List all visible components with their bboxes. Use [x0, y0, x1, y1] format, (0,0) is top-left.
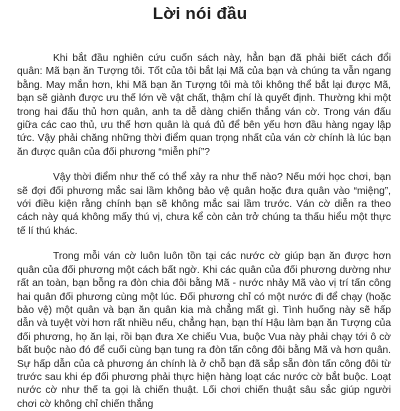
- paragraph-3: Trong mỗi ván cờ luôn luôn tồn tại các nước cờ giúp bạn ăn được hơn quân của đối phương một cách bất ngờ. Khi các quân của đối phương dường như rất an toàn, bạn bỗng ra đòn chia đôi bằng Mã - nước nhảy Mã vào vị trí tấn công hai quân đối phương cùng một lúc. Đối phương chỉ có một nước đi để chạy (hoặc bảo vệ) một quân và bạn ăn quân kia mà chẳng mất gì. Tình huống này sẽ hấp dẫn và tuyệt vời hơn rất nhiều nếu, chẳng hạn, bạn thí Hậu làm bạn ăn Tượng của đối phương, họ ăn lại, rồi bạn đưa Xe chiếu Vua, buộc Vua này phải chạy tới ô cờ bất buộc nào đó để cuối cùng bạn tung ra đòn tấn công đôi bằng Mã và hơn quân. Sự hấp dẫn của cả phương án chính là ở chỗ bạn đã sắp sẵn đòn tấn công đôi từ trước sau khi ép đối phương phải thực hiện hàng loạt các nước cờ bắt buộc. Loạt nước cờ như thế ta gọi là chiến thuật. Lối chơi chiến thuật sâu sắc giúp người chơi cờ không chỉ chiến thắng: [17, 251, 391, 410]
- paragraph-2: Vậy thời điểm như thế có thể xảy ra như thế nào? Nếu mới học chơi, bạn sẽ đợi đối phương mắc sai lầm không bảo vệ quân hoặc đưa quân vào “miệng”, với điều kiện rằng chính bạn sẽ không mắc sai lầm trước. Ván cờ diễn ra theo cách này quá không mấy thú vị, chưa kể còn cản trở chúng ta thấu hiểu một thực tế lí thú khác.: [17, 172, 391, 237]
- paragraph-1: Khi bắt đầu nghiên cứu cuốn sách này, hẳn bạn đã phải biết cách đổi quân: Mã bạn ăn Tượng tôi. Tốt của tôi bắt lại Mã của bạn và chúng ta vẫn ngang bằng. May mắn hơn, khi Mã bạn ăn Tượng tôi mà tôi không thể bắt lại được Mã, bạn sẽ giành được ưu thế lớn về vật chất, thậm chí là quyết định. Thường khi một trong hai đấu thủ hơn quân, anh ta dễ dàng chiến thắng ván cờ. Trong ván đấu giữa các cao thủ, ưu thế hơn quân là quá đủ để bên yếu hơn đầu hàng ngay lập tức. Vậy phải chăng những thời điểm quan trọng nhất của ván cờ chính là lúc bạn ăn được quân của đối phương “miễn phí”?: [17, 53, 391, 158]
- page-title: Lời nói đầu: [152, 4, 248, 23]
- body-text: [17, 52, 391, 411]
